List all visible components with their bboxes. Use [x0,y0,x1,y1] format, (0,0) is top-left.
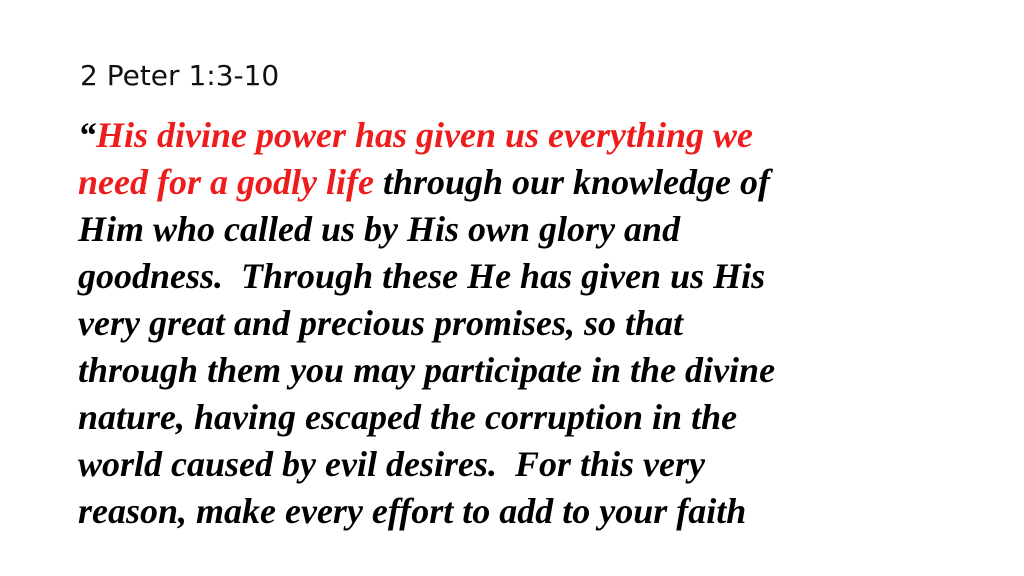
verse-line [78,488,958,535]
verse-line [78,206,958,253]
verse-segment: world caused by evil desires. For this very [78,444,705,484]
verse-segment: through them you may participate in the divine [78,350,776,390]
verse-segment: through our knowledge of [373,162,771,202]
verse-line [78,441,958,488]
verse-line [78,112,958,159]
verse-line [78,253,958,300]
verse-segment: goodness. Through these He has given us His [78,256,766,296]
verse-segment: nature, having escaped the corruption in the [78,397,738,437]
verse-segment: Him who called us by His own glory and [78,209,681,249]
verse-highlight: need for a godly life [78,162,374,202]
verse-text [78,112,958,535]
scripture-reference: 2 Peter 1:3-10 [80,59,280,92]
verse-segment: very great and precious promises, so that [78,303,684,343]
verse-line [78,394,958,441]
verse-highlight: His divine power has given us everything we [96,115,753,155]
verse-segment: reason, make every effort to add to your faith [78,491,747,531]
verse-line [78,300,958,347]
verse-line [78,347,958,394]
open-quote: “ [78,115,96,155]
verse-line [78,159,958,206]
